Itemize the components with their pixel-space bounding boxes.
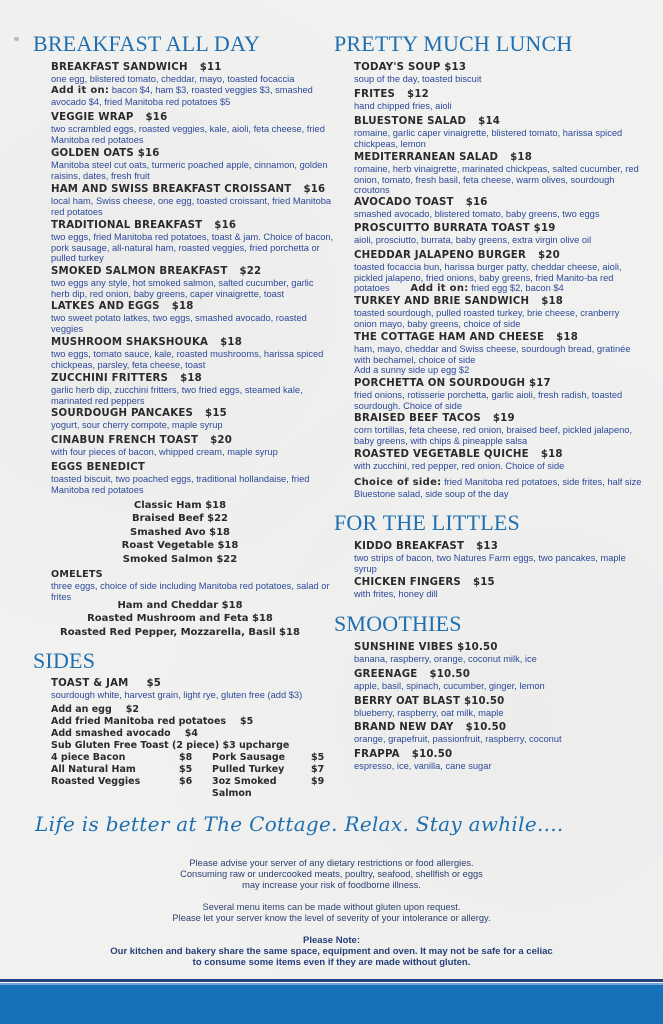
note-line: to consume some items even if they are made without gluten. [192,957,471,968]
item-name: BERRY OAT BLAST [354,696,461,707]
lunch-title: PRETTY MUCH LUNCH [334,31,573,56]
side-price: $6 [179,776,193,787]
item-price: $19 [533,223,556,234]
item-extra: Add a sunny side up egg $2 [354,365,470,376]
item-price: $19 [492,413,515,424]
item-name: CHEDDAR JALAPENO BURGER [354,250,527,261]
side-extra [51,728,198,740]
item-desc: two strips of bacon, two Natures Farm eggs, two pancakes, maple syrup [354,553,626,574]
menu-item [354,152,644,196]
item-price: $20 [538,250,560,261]
benedict-options [60,499,300,566]
item-desc: yogurt, sour cherry compote, maple syrup [51,420,223,430]
addon-label: Add it on: [410,283,469,295]
item-desc: toasted biscuit, two poached eggs, traditional hollandaise, fried Manitoba red potatoes [51,474,310,495]
item-desc: with four pieces of bacon, whipped cream, maple syrup [51,447,278,457]
note-title: Please Note: [302,935,361,946]
item-price: $16 [303,184,326,195]
item-desc: two sweet potato latkes, two eggs, smashed avocado, roasted veggies [51,313,307,334]
item-name: BRAISED BEEF TACOS [354,413,481,424]
tagline: Life is better at The Cottage. Relax. Stay awhile.... [35,812,564,836]
item-desc: corn tortillas, feta cheese, red onion, braised beef, pickled jalapeno, baby greens, with chips & pineapple salsa [354,425,633,446]
allergy-notice [0,858,663,891]
item-price: $10.50 [463,696,505,707]
item-desc: with frites, honey dill [354,589,438,599]
item-name: VEGGIE WRAP [51,112,134,123]
item-name: GOLDEN OATS [51,148,134,159]
extra-name: Add fried Manitoba red potatoes [51,716,227,727]
side-price: $9 [311,776,325,787]
item-desc: orange, grapefruit, passionfruit, raspberry, coconut [354,734,562,744]
item-name: KIDDO BREAKFAST [354,541,465,552]
item-name: ROASTED VEGETABLE QUICHE [354,449,529,460]
extra-name: Sub Gluten Free Toast (2 piece) $3 upcharge [51,740,290,751]
item-name: PORCHETTA ON SOURDOUGH [354,378,526,389]
item-desc: apple, basil, spinach, cucumber, ginger, lemon [354,681,545,691]
addon-text: bacon $4, ham $3, roasted veggies $3, smashed avocado $4, fried Manitoba red potatoes $5 [51,85,313,107]
item-name: LATKES AND EGGS [51,301,160,312]
side-price: $5 [179,764,193,775]
littles-title: FOR THE LITTLES [334,510,520,535]
item-desc: two eggs any style, hot smoked salmon, salted cucumber, garlic herb dip, red onion, baby greens, caper vinaigrette, toast [51,278,314,299]
option: Ham and Cheddar $18 [117,600,243,611]
item-desc: with zucchini, red pepper, red onion. Choice of side [354,461,565,471]
addon-note [51,85,341,107]
item-name: FRITES [354,89,396,100]
menu-item [354,223,644,246]
item-price: $10.50 [457,642,498,653]
menu-item [51,569,341,602]
item-price: $16 [214,220,237,231]
item-name: MUSHROOM SHAKSHOUKA [51,337,209,348]
decorative-dot-icon [13,36,19,41]
item-name: TODAY'S SOUP [354,62,441,73]
item-name: TRADITIONAL BREAKFAST [51,220,203,231]
item-name: CHICKEN FINGERS [354,577,461,588]
item-name: BRAND NEW DAY [354,722,454,733]
menu-item [51,301,341,334]
side-name: Pulled Turkey [212,764,285,775]
item-name: CINABUN FRENCH TOAST [51,435,199,446]
extra-price: $4 [184,728,198,739]
item-price: $18 [541,296,564,307]
menu-item [354,749,644,772]
item-price: $14 [478,116,501,127]
side-name: 3oz Smoked Salmon [212,776,277,799]
menu-item [354,642,644,665]
item-name: BREAKFAST SANDWICH [51,62,188,73]
option: Braised Beef $22 [132,513,228,525]
notice-line: Please let your server know the level of severity of your intolerance or allergy. [172,913,491,923]
item-name: SMOKED SALMON BREAKFAST [51,266,228,277]
menu-item [51,408,341,431]
menu-item [354,378,644,411]
side-name: All Natural Ham [51,764,136,775]
item-price: $17 [528,378,551,389]
item-desc: hand chipped fries, aioli [354,101,452,111]
item-desc: garlic herb dip, zucchini fritters, two fried eggs, steamed kale, marinated red peppers [51,385,303,406]
item-desc: Manitoba steel cut oats, turmeric poached apple, cinnamon, golden raisins, dates, fresh fruit [51,160,328,181]
notice-line: Several menu items can be made without gluten upon request. [202,902,461,912]
item-price: $18 [220,337,243,348]
item-desc: blueberry, raspberry, oat milk, maple [354,708,504,718]
menu-item [354,197,644,220]
item-name: TURKEY AND BRIE SANDWICH [354,296,530,307]
gluten-notice [0,902,663,924]
please-note [0,935,663,968]
choice-of-side-note [354,477,644,499]
breakfast-title: BREAKFAST ALL DAY [33,31,261,56]
menu-item [51,435,341,458]
option: Classic Ham $18 [133,500,227,511]
menu-item [354,669,644,692]
menu-item [354,577,644,600]
choice-text: fried Manitoba red potatoes, side frites, half size Bluestone salad, side soup of the day [354,477,642,499]
menu-item [51,220,341,264]
side-extra [51,716,253,728]
menu-item [354,62,644,85]
menu-item [354,89,644,112]
menu-item [51,462,341,495]
note-line: Our kitchen and bakery share the same space, equipment and oven. It may not be safe for a celiac [110,946,553,957]
menu-item [51,678,341,701]
item-name: THE COTTAGE HAM AND CHEESE [354,332,545,343]
item-desc: aioli, prosciutto, burrata, baby greens, extra virgin olive oil [354,235,592,245]
menu-item [354,541,644,574]
option: Smoked Salmon $22 [122,553,238,565]
menu-item [354,332,644,376]
item-price: $13 [476,541,498,552]
side-name: Roasted Veggies [51,776,141,787]
smoothies-title: SMOOTHIES [334,611,462,636]
item-price: $10.50 [411,749,453,760]
item-price: $18 [171,301,194,312]
side-price: $5 [311,752,325,763]
extra-price: $2 [125,704,140,715]
item-desc: two eggs, fried Manitoba red potatoes, toast & jam. Choice of bacon, pork sausage, all-natural ham, roasted veggies, fried porchetta or pulled turkey [51,232,334,264]
item-name: PROSCUITTO BURRATA TOAST [354,223,530,234]
addon-text: fried egg $2, bacon $4 [471,283,564,294]
extra-name: Add smashed avocado [51,728,171,739]
item-desc: toasted focaccia bun, harissa burger patty, cheddar cheese, aioli, pickled jalapeno, fried onions, baby greens, fried Manito-ba red potatoes [354,262,622,294]
side-name: 4 piece Bacon [51,752,126,763]
option: Roasted Red Pepper, Mozzarella, Basil $18 [60,626,300,638]
item-price: $10.50 [465,722,507,733]
item-price: $16 [145,112,168,123]
item-name: FRAPPA [354,749,400,760]
footer-band [0,985,663,1024]
menu-item [354,722,644,745]
menu-item [354,449,644,472]
item-name: AVOCADO TOAST [354,197,454,208]
item-price: $12 [407,89,429,100]
item-desc: espresso, ice, vanilla, cane sugar [354,761,492,771]
omelet-options [40,599,320,639]
item-price: $15 [472,577,495,588]
item-desc: smashed avocado, blistered tomato, baby greens, two eggs [354,209,600,219]
menu-item [354,116,644,149]
item-desc: romaine, herb vinaigrette, marinated chickpeas, salted cucumber, red onion, tomato, fresh basil, feta cheese, warm olives, sourdough croutons [354,164,639,196]
item-price: $20 [210,435,233,446]
item-price: $18 [540,449,563,460]
side-price: $7 [311,764,325,775]
menu-item [51,62,341,85]
item-price: $16 [465,197,488,208]
item-desc: fried onions, rotisserie porchetta, garlic aioli, fresh radish, toasted sourdough. Choice of side [354,390,623,411]
item-name: SOURDOUGH PANCAKES [51,408,194,419]
option: Smashed Avo $18 [130,526,230,538]
choice-label: Choice of side: [354,477,442,488]
item-name: MEDITERRANEAN SALAD [354,152,499,163]
item-name: TOAST & JAM [51,678,129,689]
item-price: $11 [199,62,222,73]
item-name: SUNSHINE VIBES [354,642,454,653]
menu-item [51,337,341,370]
item-price: $18 [180,373,202,384]
menu-item [51,112,341,145]
item-desc: toasted sourdough, pulled roasted turkey, brie cheese, cranberry onion mayo, baby greens, choice of side [354,308,620,329]
side-price: $8 [179,752,193,763]
side-extra [51,704,139,716]
option: Roast Vegetable $18 [121,540,239,552]
menu-item [354,413,644,446]
notice-line: Consuming raw or undercooked meats, poultry, seafood, shellfish or eggs [180,869,483,879]
item-name: ZUCCHINI FRITTERS [51,373,169,384]
option: Roasted Mushroom and Feta $18 [87,613,273,625]
item-price: $18 [510,152,532,163]
item-desc: sourdough white, harvest grain, light rye, gluten free (add $3) [51,690,303,700]
menu-item [354,296,644,329]
menu-item [51,266,341,299]
item-price: $13 [444,62,467,73]
addon-label: Add it on: [51,85,110,96]
notice-line: Please advise your server of any dietary restrictions or food allergies. [189,858,474,868]
item-price: $15 [205,408,227,419]
item-price: $22 [239,266,262,277]
side-name: Pork Sausage [212,752,286,763]
extra-name: Add an egg [51,704,112,715]
item-desc: ham, mayo, cheddar and Swiss cheese, sourdough bread, gratinée with bechamel, choice of side [354,344,631,365]
item-desc: one egg, blistered tomato, cheddar, mayo, toasted focaccia [51,74,295,84]
item-price: $16 [137,148,160,159]
sides-title: SIDES [33,648,96,673]
item-desc: two scrambled eggs, roasted veggies, kale, aioli, feta cheese, fried Manitoba red potatoes [51,124,325,145]
item-desc: two eggs, tomato sauce, kale, roasted mushrooms, harissa spiced chickpeas, parsley, feta cheese, toast [51,349,324,370]
notice-line: may increase your risk of foodborne illness. [242,880,421,890]
item-desc: romaine, garlic caper vinaigrette, blistered tomato, harissa spiced chickpeas, lemon [354,128,623,149]
item-price: $5 [146,678,162,689]
item-desc: banana, raspberry, orange, coconut milk, ice [354,654,537,664]
item-name: BLUESTONE SALAD [354,116,467,127]
item-desc: local ham, Swiss cheese, one egg, toasted croissant, fried Manitoba red potatoes [51,196,332,217]
item-price: $18 [556,332,579,343]
extra-price: $5 [240,716,254,727]
side-extra [51,740,289,752]
menu-item [51,373,341,406]
item-name: HAM AND SWISS BREAKFAST CROISSANT [51,184,292,195]
menu-item [51,148,341,181]
item-desc: soup of the day, toasted biscuit [354,74,482,84]
menu-item [354,696,644,719]
item-name: EGGS BENEDICT [51,462,146,473]
item-name: OMELETS [51,569,103,580]
menu-item [354,250,644,295]
item-price: $10.50 [429,669,470,680]
item-name: GREENAGE [354,669,418,680]
item-desc: three eggs, choice of side including Manitoba red potatoes, salad or frites [51,581,330,602]
menu-item [51,184,341,217]
